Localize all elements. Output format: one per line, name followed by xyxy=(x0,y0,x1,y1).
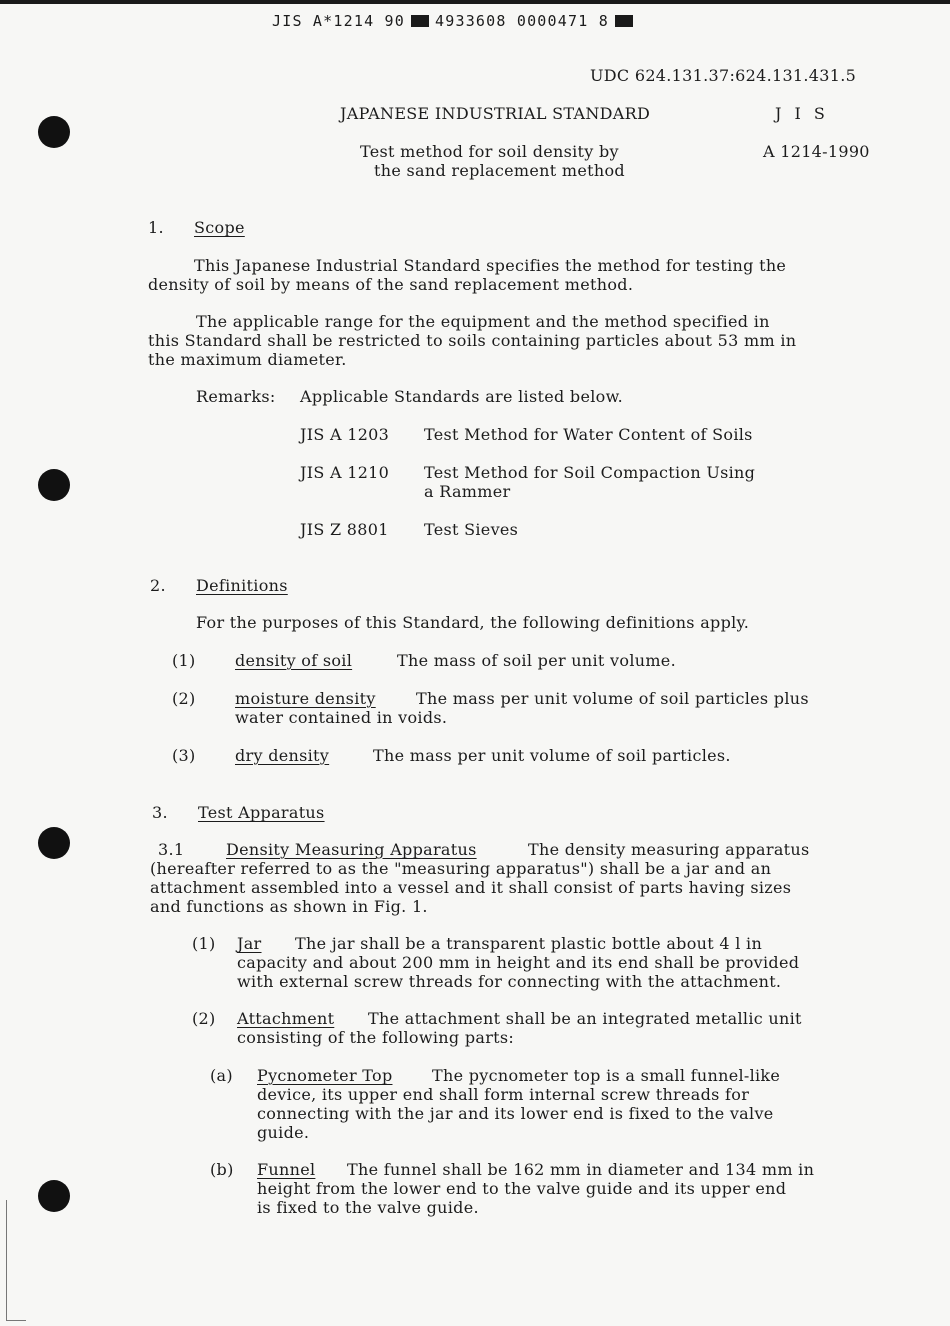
definition-text-cont: water contained in voids. xyxy=(235,708,448,727)
definition-number: (3) xyxy=(172,746,196,765)
std-title: Test Method for Water Content of Soils xyxy=(424,425,753,444)
subitem-text: is fixed to the valve guide. xyxy=(257,1198,479,1217)
doc-title-line2: the sand replacement method xyxy=(374,161,625,180)
scope-para1-line2: density of soil by means of the sand replacement method. xyxy=(148,275,634,294)
definition-term: moisture density xyxy=(235,689,376,708)
header-code-right: 4933608 0000471 8 xyxy=(435,12,609,30)
subitem-text: connecting with the jar and its lower end is fixed to the valve xyxy=(257,1104,774,1123)
item-term-attachment: Attachment xyxy=(237,1009,335,1028)
subsection-3-1-number: 3.1 xyxy=(158,840,185,859)
definition-term: density of soil xyxy=(235,651,353,670)
binder-hole xyxy=(38,116,70,148)
std-code: JIS A 1210 xyxy=(300,463,390,482)
subsection-3-1-text: The density measuring apparatus xyxy=(528,840,810,859)
item-text: The jar shall be a transparent plastic bottle about 4 l in xyxy=(295,934,763,953)
section3-title: Test Apparatus xyxy=(198,803,325,822)
subitem-term-pycnometer: Pycnometer Top xyxy=(257,1066,393,1085)
subitem-term-funnel: Funnel xyxy=(257,1160,316,1179)
subsection-3-1-text: (hereafter referred to as the "measuring apparatus") shall be a jar and an xyxy=(150,859,772,878)
subsection-3-1-text: attachment assembled into a vessel and it shall consist of parts having sizes xyxy=(150,878,792,897)
black-mark xyxy=(411,15,429,27)
subitem-text: The funnel shall be 162 mm in diameter and 134 mm in xyxy=(347,1160,815,1179)
header-code xyxy=(272,12,639,31)
binder-hole xyxy=(38,469,70,501)
std-code: JIS Z 8801 xyxy=(300,520,389,539)
item-number: (1) xyxy=(192,934,216,953)
subitem-text: The pycnometer top is a small funnel-like xyxy=(432,1066,781,1085)
margin-line xyxy=(6,1200,7,1320)
section1-number: 1. xyxy=(148,218,164,237)
subitem-text: guide. xyxy=(257,1123,310,1142)
item-text: capacity and about 200 mm in height and its end shall be provided xyxy=(237,953,800,972)
scope-para1-line1: This Japanese Industrial Standard specifies the method for testing the xyxy=(194,256,787,275)
top-edge-bar xyxy=(0,0,950,4)
subitem-number: (b) xyxy=(210,1160,234,1179)
section2-number: 2. xyxy=(150,576,166,595)
item-text: The attachment shall be an integrated metallic unit xyxy=(368,1009,802,1028)
black-mark xyxy=(615,15,633,27)
section3-number: 3. xyxy=(152,803,168,822)
header-code-left: JIS A*1214 90 xyxy=(272,12,405,30)
definition-text: The mass per unit volume of soil particles. xyxy=(373,746,731,765)
udc-number: UDC 624.131.37:624.131.431.5 xyxy=(590,66,857,85)
item-number: (2) xyxy=(192,1009,216,1028)
definition-text: The mass of soil per unit volume. xyxy=(397,651,676,670)
definition-number: (1) xyxy=(172,651,196,670)
item-text: with external screw threads for connecting with the attachment. xyxy=(237,972,782,991)
scope-para2-line1: The applicable range for the equipment and the method specified in xyxy=(196,312,770,331)
std-title: Test Sieves xyxy=(424,520,519,539)
scope-para2-line2: this Standard shall be restricted to soils containing particles about 53 mm in xyxy=(148,331,797,350)
binder-hole xyxy=(38,827,70,859)
item-term-jar: Jar xyxy=(237,934,262,953)
definition-number: (2) xyxy=(172,689,196,708)
section2-title: Definitions xyxy=(196,576,288,595)
subitem-text: device, its upper end shall form internal screw threads for xyxy=(257,1085,750,1104)
std-title-cont: a Rammer xyxy=(424,482,511,501)
binder-hole xyxy=(38,1180,70,1212)
subsection-3-1-text: and functions as shown in Fig. 1. xyxy=(150,897,428,916)
std-title: Test Method for Soil Compaction Using xyxy=(424,463,756,482)
standard-title: JAPANESE INDUSTRIAL STANDARD xyxy=(340,104,651,123)
subitem-number: (a) xyxy=(210,1066,233,1085)
remarks-text: Applicable Standards are listed below. xyxy=(300,387,624,406)
definition-text: The mass per unit volume of soil particles plus xyxy=(416,689,809,708)
subsection-3-1-title: Density Measuring Apparatus xyxy=(226,840,477,859)
scope-para2-line3: the maximum diameter. xyxy=(148,350,347,369)
section1-title: Scope xyxy=(194,218,245,237)
jis-mark: J I S xyxy=(775,104,829,123)
definition-term: dry density xyxy=(235,746,330,765)
item-text: consisting of the following parts: xyxy=(237,1028,515,1047)
definitions-intro: For the purposes of this Standard, the following definitions apply. xyxy=(196,613,750,632)
remarks-label: Remarks: xyxy=(196,387,276,406)
margin-line xyxy=(6,1320,26,1321)
doc-number: A 1214-1990 xyxy=(763,142,870,161)
std-code: JIS A 1203 xyxy=(300,425,390,444)
doc-title-line1: Test method for soil density by xyxy=(360,142,619,161)
subitem-text: height from the lower end to the valve guide and its upper end xyxy=(257,1179,787,1198)
